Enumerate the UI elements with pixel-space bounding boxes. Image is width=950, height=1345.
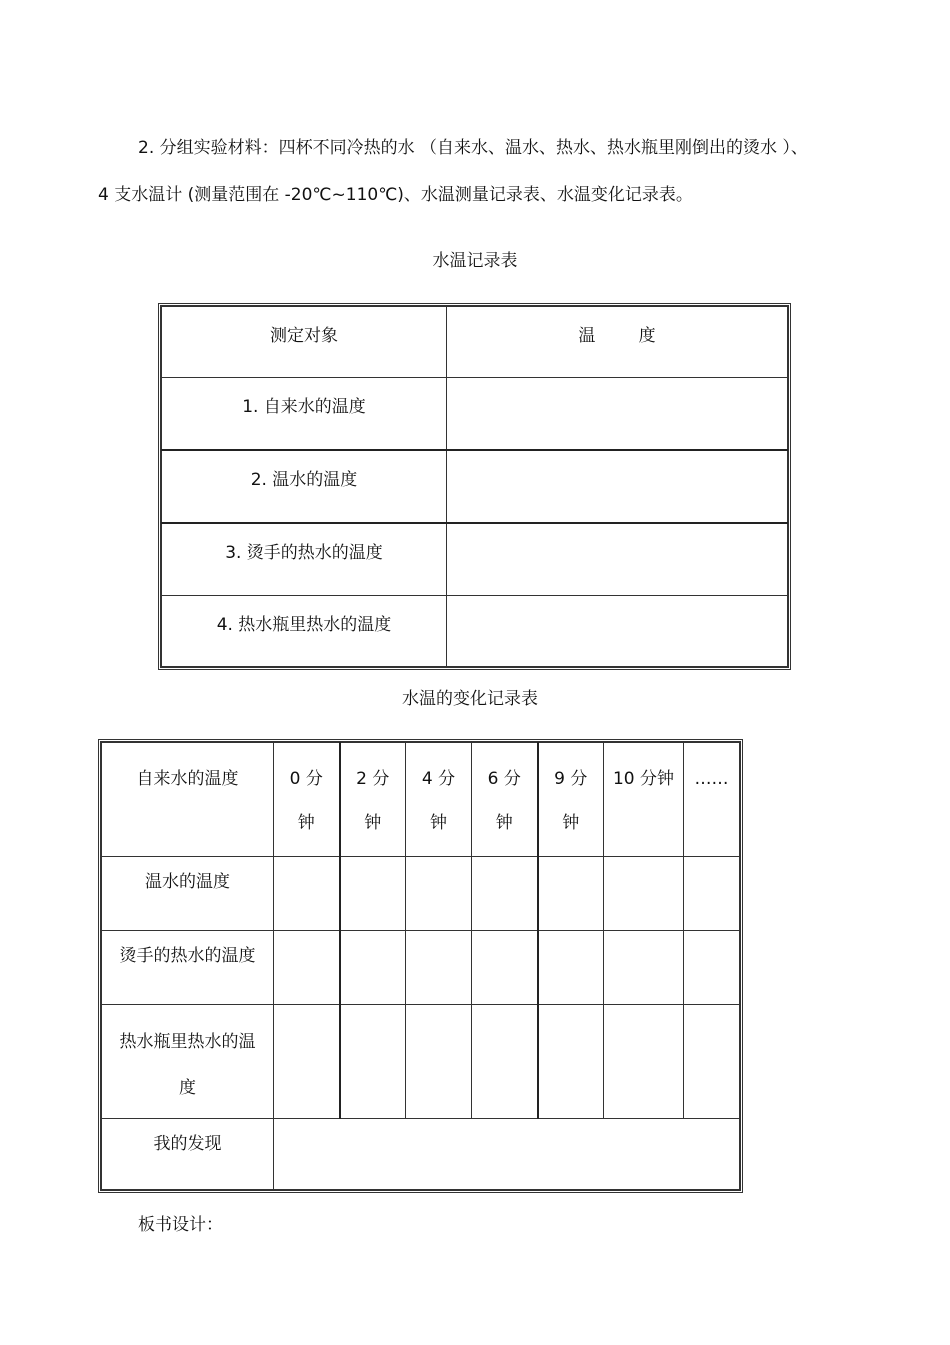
time-header: 2 分 钟 (340, 743, 406, 857)
temperature-cell[interactable] (447, 523, 788, 595)
table-row (102, 1005, 740, 1119)
data-cell[interactable] (604, 1005, 684, 1119)
temperature-cell[interactable] (447, 595, 788, 666)
time-header: 10 分钟 (604, 743, 684, 857)
time-header: …… (684, 743, 740, 857)
data-cell[interactable] (472, 1005, 538, 1119)
time-header: 4 分 钟 (406, 743, 472, 857)
table-row (162, 595, 788, 666)
table2-title: 水温的变化记录表 (402, 689, 538, 709)
row-label: 温水的温度 (102, 857, 274, 931)
table1-title: 水温记录表 (432, 251, 518, 271)
data-cell[interactable] (274, 857, 340, 931)
row-label: 1. 自来水的温度 (162, 378, 447, 450)
data-cell[interactable] (472, 857, 538, 931)
table-row (102, 931, 740, 1005)
board-design-label: 板书设计： (138, 1215, 223, 1235)
time-header: 0 分 钟 (274, 743, 340, 857)
temperature-cell[interactable] (447, 378, 788, 450)
data-cell[interactable] (472, 931, 538, 1005)
table-row (102, 1119, 740, 1190)
table-row (162, 378, 788, 450)
data-cell[interactable] (684, 857, 740, 931)
row-label: 4. 热水瓶里热水的温度 (162, 595, 447, 666)
temperature-cell[interactable] (447, 450, 788, 523)
data-cell[interactable] (274, 1005, 340, 1119)
findings-label: 我的发现 (102, 1119, 274, 1190)
data-cell[interactable] (406, 1005, 472, 1119)
row-label: 2. 温水的温度 (162, 450, 447, 523)
data-cell[interactable] (684, 1005, 740, 1119)
data-cell[interactable] (340, 857, 406, 931)
header-object: 测定对象 (162, 307, 447, 378)
data-cell[interactable] (538, 857, 604, 931)
data-cell[interactable] (274, 931, 340, 1005)
data-cell[interactable] (538, 1005, 604, 1119)
table-row (162, 450, 788, 523)
table-row (162, 523, 788, 595)
findings-cell[interactable] (274, 1119, 740, 1190)
table-row (162, 307, 788, 378)
data-cell[interactable] (684, 931, 740, 1005)
header-tap-water: 自来水的温度 (102, 743, 274, 857)
time-header: 6 分 钟 (472, 743, 538, 857)
data-cell[interactable] (340, 931, 406, 1005)
header-temperature: 温 度 (447, 307, 788, 378)
data-cell[interactable] (406, 931, 472, 1005)
table-row (102, 857, 740, 931)
row-label: 烫手的热水的温度 (102, 931, 274, 1005)
data-cell[interactable] (538, 931, 604, 1005)
water-temperature-table (158, 303, 791, 670)
data-cell[interactable] (340, 1005, 406, 1119)
time-header: 9 分 钟 (538, 743, 604, 857)
materials-line-1: 2. 分组实验材料：四杯不同冷热的水 （自来水、温水、热水、热水瓶里刚倒出的烫水 ）、 (138, 138, 808, 158)
data-cell[interactable] (604, 857, 684, 931)
data-cell[interactable] (406, 857, 472, 931)
materials-line-2: 4 支水温计 (测量范围在 -20℃~110℃)、水温测量记录表、水温变化记录表。 (98, 185, 693, 205)
temperature-change-table (98, 739, 743, 1193)
table-row (102, 743, 740, 857)
data-cell[interactable] (604, 931, 684, 1005)
row-label: 热水瓶里热水的温 度 (102, 1005, 274, 1119)
row-label: 3. 烫手的热水的温度 (162, 523, 447, 595)
